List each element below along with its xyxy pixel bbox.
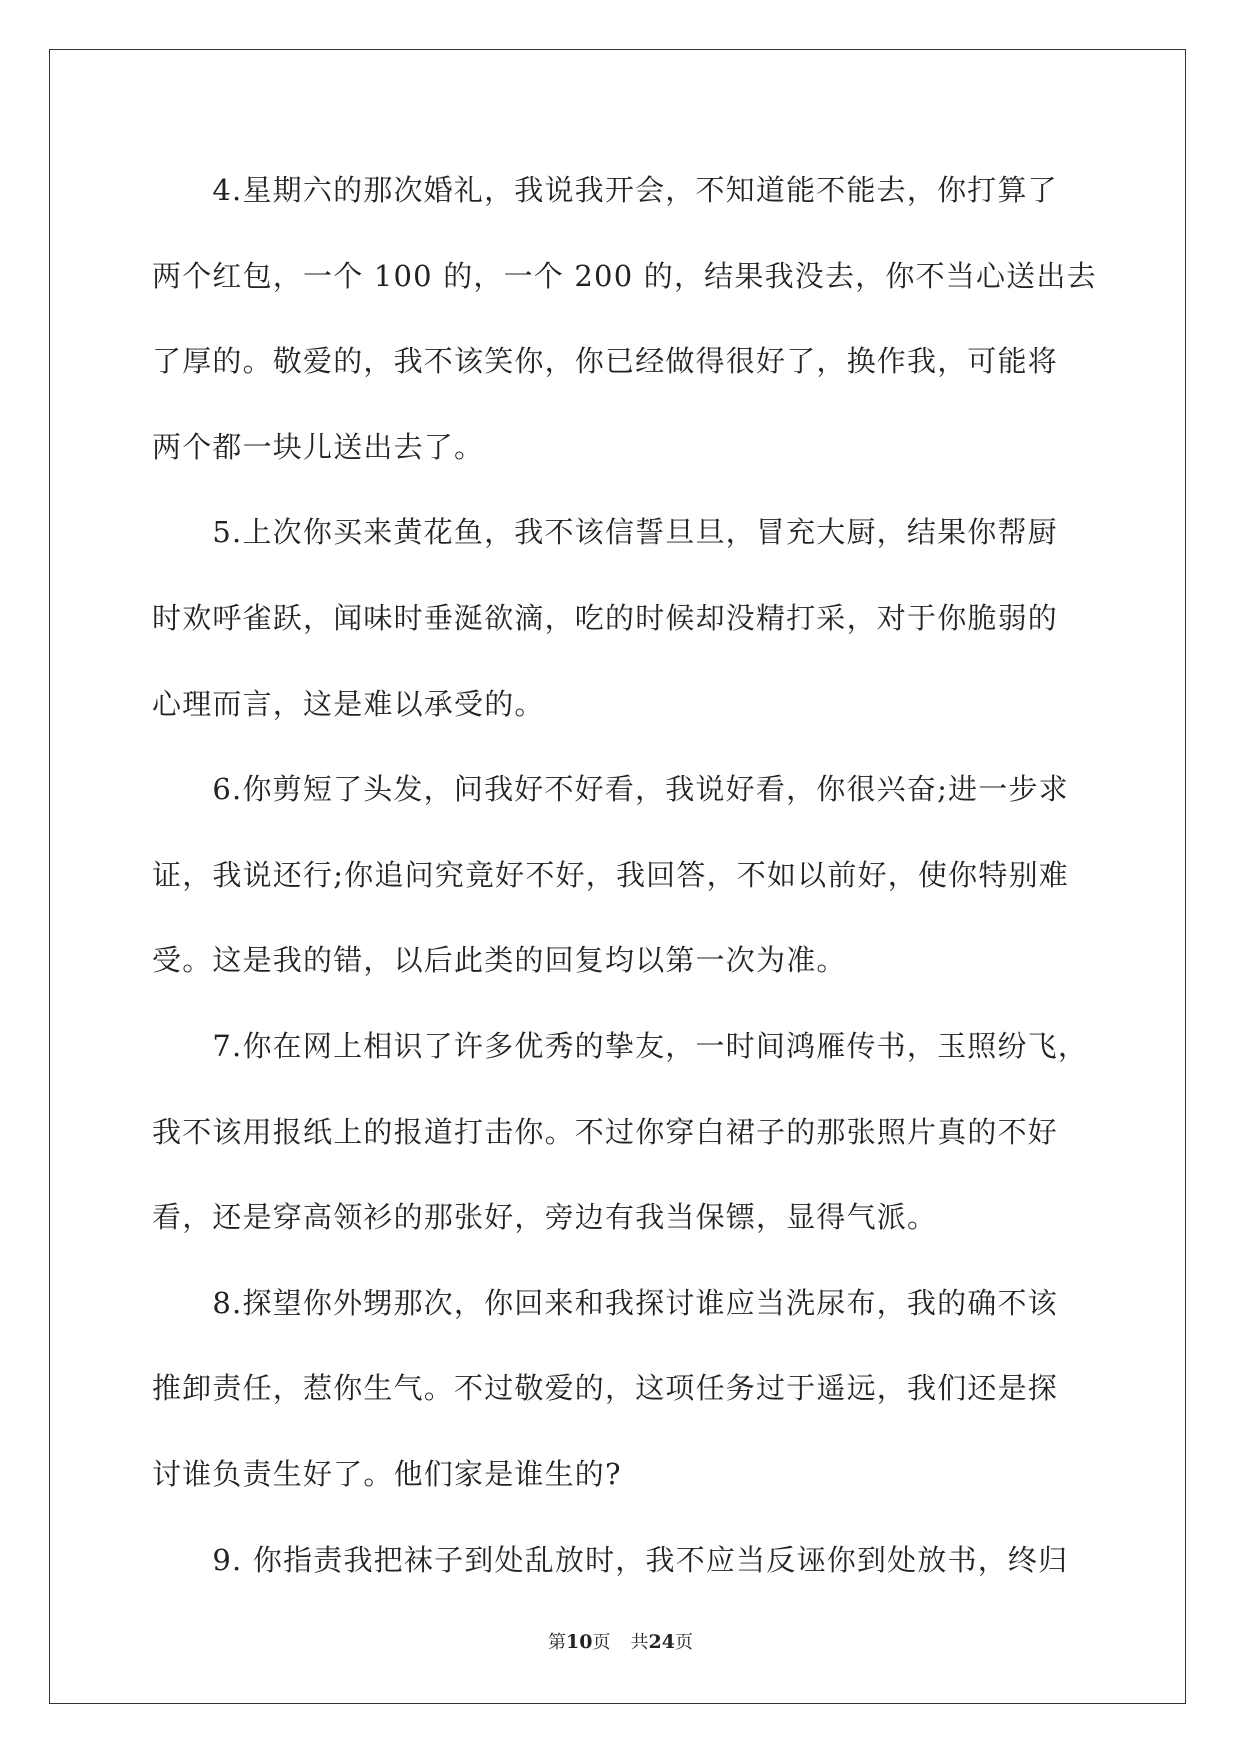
text-line: 心理而言，这是难以承受的。 (152, 686, 545, 721)
text-line: 6.你剪短了头发，问我好不好看，我说好看，你很兴奋;进一步求 (152, 772, 1069, 807)
text-line: 9. 你指责我把袜子到处乱放时，我不应当反诬你到处放书，终归 (152, 1542, 1069, 1577)
text-line: 时欢呼雀跃，闻味时垂涎欲滴，吃的时候却没精打采，对于你脆弱的 (152, 600, 1059, 635)
text-line: 7.你在网上相识了许多优秀的挚友，一时间鸿雁传书，玉照纷飞， (152, 1028, 1089, 1063)
text-line: 两个都一块儿送出去了。 (152, 429, 485, 464)
page-footer (0, 1628, 1241, 1654)
total-pages-number: 24 (648, 1631, 675, 1653)
text-line: 两个红包，一个 100 的，一个 200 的，结果我没去，你不当心送出去 (152, 258, 1097, 293)
page-unit: 页 (592, 1632, 611, 1653)
text-line: 看，还是穿高领衫的那张好，旁边有我当保镖，显得气派。 (152, 1200, 938, 1235)
total-unit: 页 (674, 1632, 693, 1653)
text-line: 讨谁负责生好了。他们家是谁生的? (152, 1456, 622, 1491)
text-line: 4.星期六的那次婚礼，我说我开会，不知道能不能去，你打算了 (152, 173, 1058, 207)
text-line: 推卸责任，惹你生气。不过敬爱的，这项任务过于遥远，我们还是探 (152, 1371, 1059, 1406)
text-line: 了厚的。敬爱的，我不该笑你，你已经做得很好了，换作我，可能将 (152, 344, 1059, 379)
text-line: 我不该用报纸上的报道打击你。不过你穿白裙子的那张照片真的不好 (152, 1114, 1059, 1149)
document-body (152, 160, 1097, 1615)
text-line: 受。这是我的错，以后此类的回复均以第一次为准。 (152, 943, 847, 978)
total-prefix: 共 (630, 1632, 649, 1653)
page-prefix: 第 (548, 1632, 567, 1653)
text-line: 5.上次你买来黄花鱼，我不该信誓旦旦，冒充大厨，结果你帮厨 (152, 515, 1058, 550)
text-line: 证，我说还行;你追问究竟好不好，我回答，不如以前好，使你特别难 (152, 857, 1069, 892)
text-line: 8.探望你外甥那次，你回来和我探讨谁应当洗尿布，我的确不该 (152, 1285, 1058, 1320)
current-page-number: 10 (566, 1631, 593, 1653)
